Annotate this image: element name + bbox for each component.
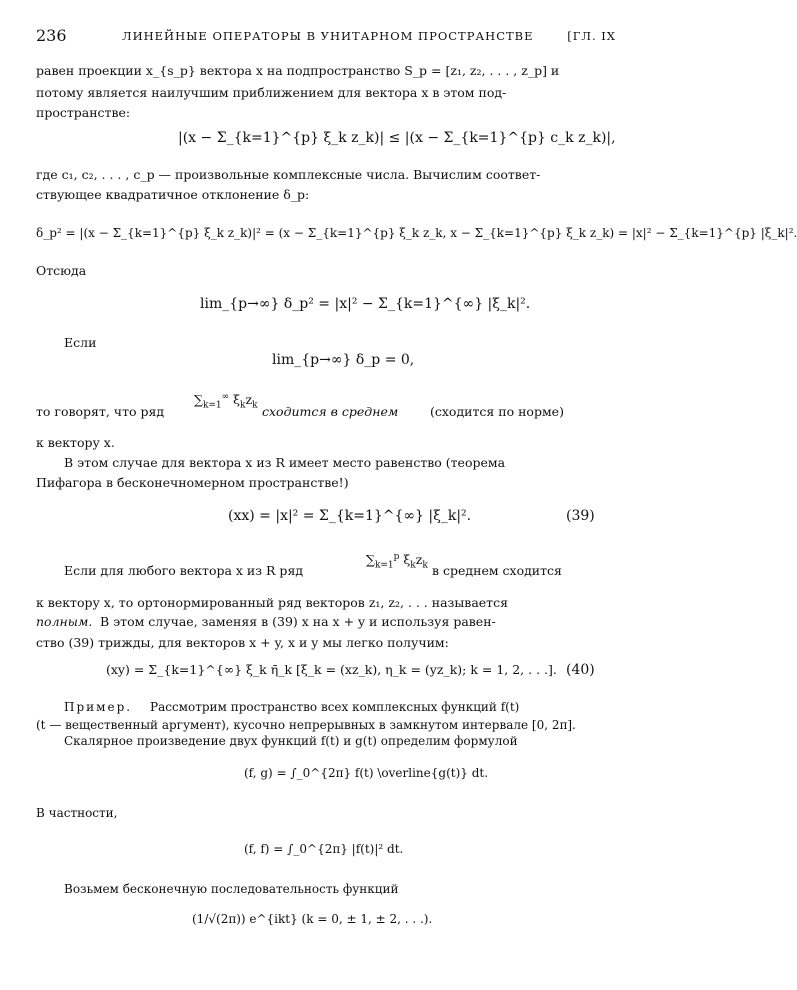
equation-number: (39) [566,508,595,524]
example-label: Пример. [64,700,133,714]
text-line-italic: сходится в среднем [262,404,399,419]
running-header [36,26,616,48]
text-line: к вектору x. [36,435,115,450]
text-line: то говорят, что ряд [36,404,165,419]
text-line: Отсюда [36,263,87,278]
text-line: пространстве: [36,105,131,120]
text-line: (сходится по норме) [430,404,564,419]
formula-parseval: (xx) = |x|² = Σ_{k=1}^{∞} |ξ_k|². [228,508,472,524]
text-line: В этом случае для вектора x из R имеет место равенство (теорема [64,455,506,470]
equation-number: (40) [566,662,595,678]
formula-limit-delta-squared: lim_{p→∞} δ_p² = |x|² − Σ_{k=1}^{∞} |ξ_k|². [200,296,531,312]
text-line: В этом случае, заменяя в (39) x на x + y и используя равен- [100,614,496,629]
text-line: в среднем сходится [432,563,562,578]
text-line: Скалярное произведение двух функций f(t) и g(t) определим формулой [64,734,518,748]
formula-limit-delta: lim_{p→∞} δ_p = 0, [272,352,415,368]
formula-inner-product-series: (xy) = Σ_{k=1}^{∞} ξ_k η̄_k [ξ_k = (xz_k), η_k = (yz_k); k = 1, 2, . . .]. [106,662,557,677]
text-line: Пифагора в бесконечномерном пространстве!) [36,475,349,490]
formula-exponential-sequence: (1/√(2π)) e^{ikt} (k = 0, ± 1, ± 2, . . .). [192,912,433,926]
series-sum-glyph: $\sum_{k=1}^p$ $\xi_kz_k$ [366,552,428,571]
chapter-label: [ГЛ. IX [567,29,616,43]
running-title: ЛИНЕЙНЫЕ ОПЕРАТОРЫ В УНИТАРНОМ ПРОСТРАНСТВЕ [122,29,534,43]
text-line: ствующее квадратичное отклонение δ_p: [36,187,310,202]
text-line: Возьмем бесконечную последовательность функций [64,882,399,896]
text-line: Если для любого вектора x из R ряд [64,563,304,578]
text-line: равен проекции x_{s_p} вектора x на подпространство S_p = [z₁, z₂, . . . , z_p] и [36,63,560,78]
text-line: потому является наилучшим приближением для вектора x в этом под- [36,85,507,100]
formula-deviation: δ_p² = |(x − Σ_{k=1}^{p} ξ_k z_k)|² = (x − Σ_{k=1}^{p} ξ_k z_k, x − Σ_{k=1}^{p} ξ_k z_k) = |x|² − Σ_{k=1}^{p} |ξ_k|². [36,226,797,240]
text-line: где c₁, c₂, . . . , c_p — произвольные комплексные числа. Вычислим соответ- [36,167,541,182]
page-number: 236 [36,26,67,45]
text-line: Если [64,335,97,350]
series-sum-glyph: $\sum_{k=1}^\infty$ $\xi_kz_k$ [194,392,258,411]
text-line: (t — вещественный аргумент), кусочно непрерывных в замкнутом интервале [0, 2π]. [36,718,576,732]
formula-inequality: |(x − Σ_{k=1}^{p} ξ_k z_k)| ≤ |(x − Σ_{k=1}^{p} c_k z_k)|, [178,130,616,146]
text-line: к вектору x, то ортонормированный ряд векторов z₁, z₂, . . . называется [36,595,508,610]
text-line-italic: полным. [36,614,93,629]
formula-integral-ff: (f, f) = ∫_0^{2π} |f(t)|² dt. [244,842,404,856]
text-line: Рассмотрим пространство всех комплексных функций f(t) [150,700,520,714]
formula-integral-fg: (f, g) = ∫_0^{2π} f(t) \overline{g(t)} dt. [244,766,489,780]
text-line: ство (39) трижды, для векторов x + y, x и y мы легко получим: [36,635,449,650]
text-line: В частности, [36,806,118,820]
